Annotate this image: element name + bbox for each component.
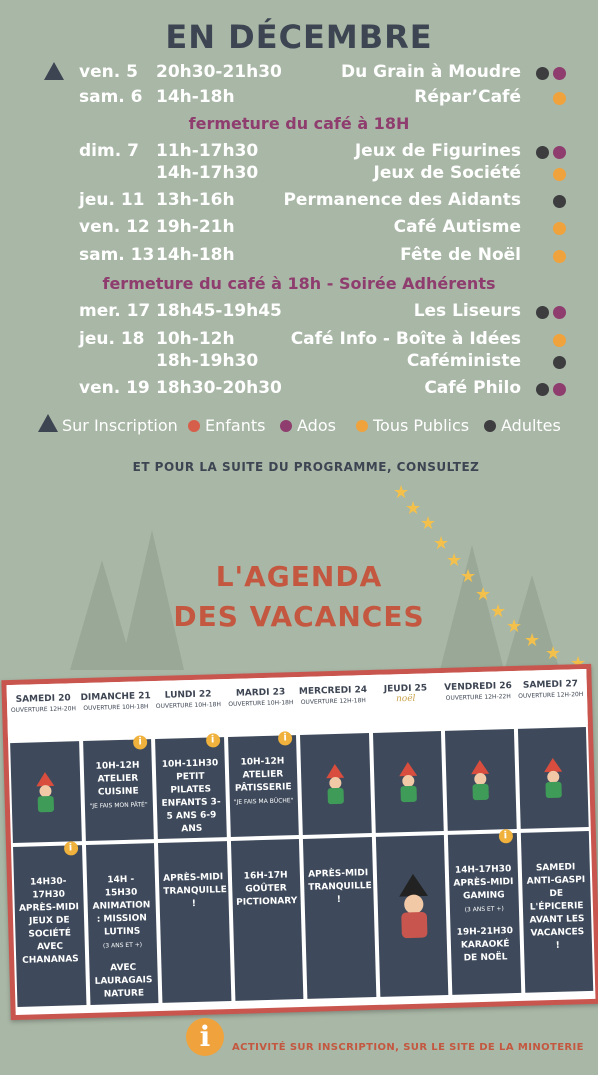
audience-dot-icon (553, 383, 566, 396)
star-icon: ★ (405, 498, 422, 519)
info-icon: i (278, 731, 292, 745)
agenda-activity: 14H - 15H30 ANIMATION : MISSION LUTINS (92, 874, 151, 938)
agenda-day-header (7, 683, 81, 740)
agenda-activity: SAMEDI ANTI-GASPI DE L'ÉPICERIE AVANT LES VACANCES ! (526, 862, 586, 951)
agenda-activity: 16H-17H GOÛTER PICTIONARY (236, 870, 298, 908)
agenda-day-name: MERCREDI 24 (298, 685, 368, 697)
schedule-row (0, 245, 598, 269)
schedule-time: 14h-18h (156, 245, 235, 265)
agenda-opening-hours: OUVERTURE 12H-22H (445, 693, 511, 702)
legend-tous: Tous Publics (373, 416, 470, 435)
elf-icon (395, 762, 422, 803)
agenda-activity: 10H-11H30 PETIT PILATES ENFANTS 3-5 ANS 6-9 ANS (161, 758, 221, 835)
schedule-day: jeu. 11 (79, 190, 145, 210)
agenda-day-name: VENDREDI 26 (444, 681, 512, 693)
schedule-time: 18h45-19h45 (156, 301, 282, 321)
agenda-day-column (296, 675, 378, 1007)
audience-dot-icon (553, 306, 566, 319)
agenda-day-name: SAMEDI 27 (522, 679, 579, 691)
agenda-afternoon-cell (303, 837, 376, 999)
agenda-morning-cell (300, 733, 371, 835)
agenda-day-header (79, 681, 153, 738)
schedule-row (0, 217, 598, 241)
schedule-day: dim. 7 (79, 141, 139, 161)
schedule-time: 20h30-21h30 (156, 62, 282, 82)
audience-dot-icon (536, 306, 549, 319)
star-icon: ★ (420, 513, 437, 534)
legend-inscription: Sur Inscription (62, 416, 178, 435)
agenda-opening-hours: OUVERTURE 10H-18H (228, 699, 294, 708)
schedule-row (0, 329, 598, 353)
schedule-day: ven. 5 (79, 62, 138, 82)
audience-dot-icon (536, 383, 549, 396)
agenda-day-name: LUNDI 22 (164, 689, 212, 701)
agenda-day-header (369, 673, 443, 730)
info-icon: i (63, 841, 77, 855)
audience-dot-icon (553, 195, 566, 208)
agenda-title-line1: L'AGENDA (215, 560, 383, 593)
agenda-activity: 10H-12H ATELIER PÂTISSERIE (234, 756, 292, 794)
schedule-day: sam. 6 (79, 87, 143, 107)
dot-icon (484, 420, 496, 432)
agenda-morning-cell (517, 727, 588, 829)
audience-dot-icon (553, 356, 566, 369)
elf-icon (540, 758, 567, 799)
schedule-row (0, 378, 598, 402)
schedule-row (0, 351, 598, 375)
agenda-day-header (441, 671, 515, 728)
agenda-day-column (441, 671, 523, 1003)
star-icon: ★ (446, 550, 463, 571)
schedule-day: mer. 17 (79, 301, 151, 321)
audience-dot-icon (553, 92, 566, 105)
agenda-day-column (224, 677, 306, 1009)
schedule-activity: Café Info - Boîte à Idées (290, 329, 521, 349)
agenda-afternoon-cell (86, 843, 159, 1005)
agenda-activity-subtitle: (3 ANS ET +) (102, 941, 143, 950)
agenda-morning-cell (83, 736, 154, 841)
notice-closing: fermeture du café à 18H (188, 114, 410, 133)
agenda-morning-cell (445, 729, 516, 831)
audience-dot-icon (553, 146, 566, 159)
elf-icon (32, 772, 59, 813)
agenda-afternoon-cell (13, 842, 86, 1007)
agenda-activity: 14H30-17H30 APRÈS-MIDI JEUX DE SOCIÉTÉ AVEC CHANANAS (18, 876, 80, 966)
agenda-morning-cell (10, 741, 81, 843)
agenda-morning-cell (228, 732, 299, 837)
agenda-day-header (224, 677, 298, 734)
dot-icon (188, 420, 200, 432)
agenda-activity-subtitle: "JE FAIS MA BÛCHE" (233, 797, 294, 806)
legend-ados: Ados (297, 416, 336, 435)
schedule-time: 18h-19h30 (156, 351, 259, 371)
consult-text: ET POUR LA SUITE DU PROGRAMME, CONSULTEZ (132, 460, 480, 474)
schedule-row (0, 163, 598, 187)
audience-dot-icon (536, 146, 549, 159)
star-icon: ★ (433, 533, 450, 554)
notice-closing-adherents: fermeture du café à 18h - Soirée Adhérents (102, 274, 496, 293)
star-icon: ★ (545, 643, 562, 664)
schedule-day: jeu. 18 (79, 329, 145, 349)
agenda-morning-cell (372, 731, 443, 833)
agenda-day-header (514, 669, 588, 726)
audience-dot-icon (536, 67, 549, 80)
schedule-activity: Répar’Café (414, 87, 521, 107)
agenda-day-column (7, 683, 89, 1015)
agenda-day-name: SAMEDI 20 (15, 693, 71, 705)
info-icon: i (498, 829, 512, 843)
audience-dot-icon (553, 250, 566, 263)
agenda-afternoon-cell (158, 841, 231, 1003)
agenda-activity: 14H-17H30 APRÈS-MIDI GAMING (453, 864, 514, 902)
schedule-activity: Jeux de Société (373, 163, 521, 183)
agenda-day-header (151, 679, 225, 736)
audience-dot-icon (553, 334, 566, 347)
star-icon: ★ (506, 616, 523, 637)
schedule-activity: Café Autisme (393, 217, 521, 237)
agenda-opening-hours: OUVERTURE 10H-18H (155, 701, 222, 710)
agenda-day-column (151, 679, 233, 1011)
triangle-icon (44, 62, 64, 80)
agenda-activity-subtitle: "JE FAIS MON PÂTÉ" (89, 801, 148, 810)
audience-dot-icon (553, 222, 566, 235)
star-icon: ★ (460, 566, 477, 587)
schedule-time: 11h-17h30 (156, 141, 259, 161)
info-icon: i (186, 1018, 224, 1056)
page-title: EN DÉCEMBRE (165, 18, 433, 56)
schedule-activity: Jeux de Figurines (354, 141, 521, 161)
agenda-noel-label: noël (395, 693, 416, 705)
agenda-day-column (514, 669, 596, 1001)
schedule-time: 18h30-20h30 (156, 378, 282, 398)
elf-icon (467, 760, 494, 801)
schedule-time: 14h-18h (156, 87, 235, 107)
schedule-row (0, 62, 598, 86)
elf-icon (322, 764, 349, 805)
agenda-day-header (296, 675, 370, 732)
dot-icon (356, 420, 368, 432)
agenda-day-name: JEUDI 25 (383, 683, 428, 695)
schedule-row (0, 301, 598, 325)
schedule-activity: Du Grain à Moudre (341, 62, 521, 82)
agenda-activity-subtitle: (3 ANS ET +) (464, 905, 504, 914)
agenda-activity: APRÈS-MIDI TRANQUILLE ! (163, 872, 227, 910)
schedule-row (0, 87, 598, 111)
star-icon: ★ (490, 601, 507, 622)
agenda-opening-hours: OUVERTURE 12H-18H (300, 697, 366, 706)
agenda-day-name: DIMANCHE 21 (80, 691, 151, 704)
agenda-activity: APRÈS-MIDI TRANQUILLE ! (308, 868, 372, 906)
schedule-day: sam. 13 (79, 245, 155, 265)
star-icon: ★ (475, 584, 492, 605)
agenda-day-column (79, 681, 161, 1013)
schedule-activity: Permanence des Aidants (283, 190, 521, 210)
audience-dot-icon (553, 168, 566, 181)
schedule-activity: Les Liseurs (413, 301, 521, 321)
star-icon: ★ (524, 630, 541, 651)
agenda-afternoon-cell (375, 835, 448, 997)
schedule-activity: Fête de Noël (400, 245, 521, 265)
nutcracker-icon (392, 873, 435, 938)
schedule-time: 19h-21h (156, 217, 235, 237)
schedule-row (0, 141, 598, 165)
schedule-time: 14h-17h30 (156, 163, 259, 183)
agenda-calendar (1, 664, 598, 1020)
agenda-activity: 19H-21H30 KARAOKÉ DE NOËL (456, 926, 514, 964)
agenda-title-line2: DES VACANCES (173, 600, 425, 633)
agenda-day-name: MARDI 23 (235, 687, 286, 699)
legend (38, 414, 598, 438)
agenda-morning-cell (155, 734, 226, 839)
audience-dot-icon (553, 67, 566, 80)
legend-enfants: Enfants (205, 416, 266, 435)
schedule-activity: Café Philo (424, 378, 521, 398)
triangle-icon (38, 414, 58, 432)
dot-icon (280, 420, 292, 432)
agenda-opening-hours: OUVERTURE 12H-20H (518, 691, 584, 700)
agenda-opening-hours: OUVERTURE 10H-18H (83, 703, 149, 713)
info-icon: i (133, 735, 147, 749)
legend-adultes: Adultes (501, 416, 561, 435)
agenda-opening-hours: OUVERTURE 12H-20H (10, 705, 77, 715)
schedule-time: 13h-16h (156, 190, 235, 210)
agenda-afternoon-cell (448, 830, 521, 995)
agenda-afternoon-cell (520, 831, 593, 993)
agenda-day-column (369, 673, 451, 1005)
schedule-day: ven. 12 (79, 217, 150, 237)
agenda-afternoon-cell (230, 839, 303, 1001)
schedule-day: ven. 19 (79, 378, 150, 398)
footer-text: ACTIVITÉ SUR INSCRIPTION, SUR LE SITE DE LA MINOTERIE (232, 1042, 584, 1053)
schedule-row (0, 190, 598, 214)
schedule-activity: Caféministe (406, 351, 521, 371)
agenda-activity: AVEC LAURAGAIS NATURE (94, 962, 153, 1000)
info-icon: i (205, 733, 219, 747)
star-icon: ★ (393, 482, 410, 503)
agenda-activity: 10H-12H ATELIER CUISINE (95, 760, 140, 798)
schedule-time: 10h-12h (156, 329, 235, 349)
